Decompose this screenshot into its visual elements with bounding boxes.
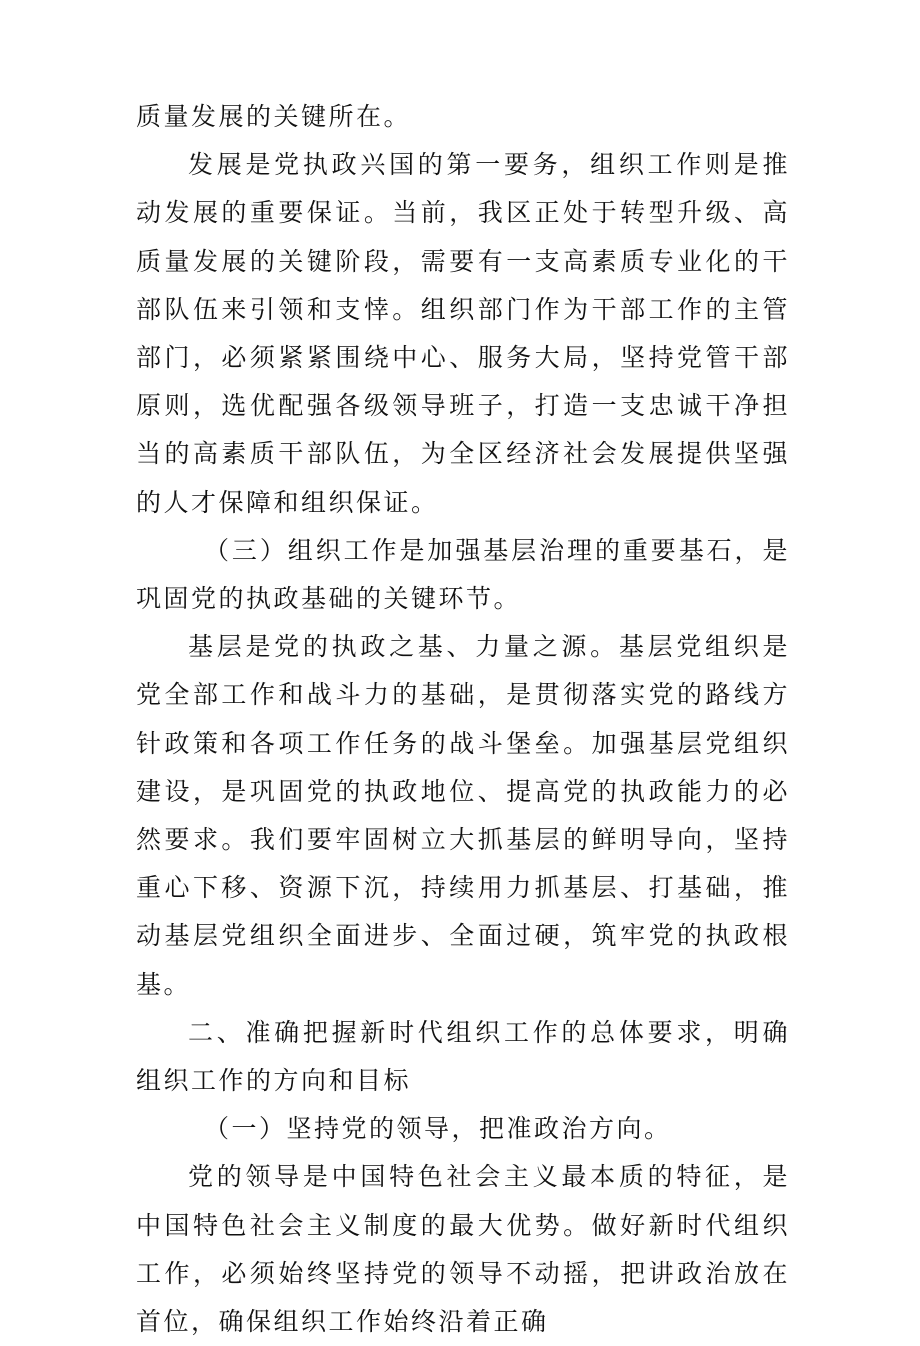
- paragraph-grassroots: 基层是党的执政之基、力量之源。基层党组织是党全部工作和战斗力的基础，是贯彻落实党的路线方针政策和各项工作任务的战斗堡垒。加强基层党组织建设，是巩固党的执政地位、提高党的执政能力的必然要求。我们要牢固树立大抓基层的鲜明导向，坚持重心下移、资源下沉，持续用力抓基层、打基础，推动基层党组织全面进步、全面过硬，筑牢党的执政根基。: [136, 632, 790, 999]
- subheading-1: （一）坚持党的领导，把准政治方向。: [204, 1114, 672, 1144]
- section-heading-2: 二、准确把握新时代组织工作的总体要求，明确组织工作的方向和目标: [136, 1017, 790, 1096]
- subheading-3: （三）组织工作是加强基层治理的重要基石，是巩固党的执政基础的关键环节。: [136, 535, 790, 614]
- paragraph-party-leadership: 党的领导是中国特色社会主义最本质的特征，是中国特色社会主义制度的最大优势。做好新时代组织工作，必须始终坚持党的领导不动摇，把讲政治放在首位，确保组织工作始终沿着正确: [136, 1162, 790, 1337]
- paragraph-continuation: 质量发展的关键所在。: [136, 102, 412, 131]
- paragraph-development: 发展是党执政兴国的第一要务，组织工作则是推动发展的重要保证。当前，我区正处于转型升级、高质量发展的关键阶段，需要有一支高素质专业化的干部队伍来引领和支悻。组织部门作为干部工作的主管部门，必须紧紧围绕中心、服务大局，坚持党管干部原则，选优配强各级领导班子，打造一支忠诚干净担当的高素质干部队伍，为全区经济社会发展提供坚强的人才保障和组织保证。: [136, 150, 790, 517]
- document-body: [136, 93, 790, 1346]
